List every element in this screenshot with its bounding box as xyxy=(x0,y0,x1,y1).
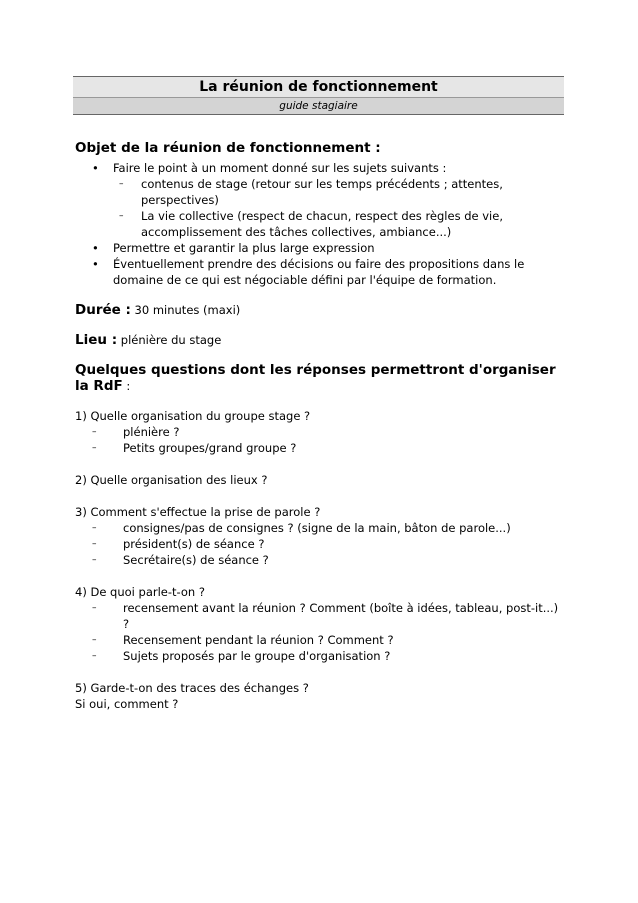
objet-sublist xyxy=(113,176,565,240)
list-item: – président(s) de séance ? xyxy=(75,536,565,552)
objet-bullet: • Éventuellement prendre des décisions ou faire des propositions dans le domaine de ce qui est négociable défini par l'équipe de formation. xyxy=(75,256,565,288)
question-5: 5) Garde-t-on des traces des échanges ? xyxy=(75,681,309,695)
title-banner xyxy=(73,76,564,115)
question-1: 1) Quelle organisation du groupe stage ? xyxy=(75,409,311,423)
objet-bullet: • Permettre et garantir la plus large expression xyxy=(75,240,565,256)
duree-value: 30 minutes (maxi) xyxy=(134,303,241,317)
document-title: La réunion de fonctionnement xyxy=(73,77,564,98)
objet-subitem: – La vie collective (respect de chacun, respect des règles de vie, accomplissement des tâches collectives, ambiance...) xyxy=(113,208,565,240)
question-3: 3) Comment s'effectue la prise de parole ? xyxy=(75,505,321,519)
question-1-options xyxy=(75,424,565,456)
questions-heading-suffix: : xyxy=(126,379,131,393)
question-4-options xyxy=(75,600,565,664)
list-item: – recensement avant la réunion ? Comment (boîte à idées, tableau, post-it...) ? xyxy=(75,600,565,632)
question-2: 2) Quelle organisation des lieux ? xyxy=(75,473,268,487)
objet-heading: Objet de la réunion de fonctionnement : xyxy=(75,140,381,156)
duree-label: Durée : xyxy=(75,302,131,318)
questions-heading: Quelques questions dont les réponses permettront d'organiser la RdF xyxy=(75,362,556,394)
questions-heading-line xyxy=(75,362,565,394)
document-subtitle: guide stagiaire xyxy=(73,98,564,114)
question-5-followup: Si oui, comment ? xyxy=(75,697,179,711)
list-item: – Sujets proposés par le groupe d'organisation ? xyxy=(75,648,565,664)
list-item: – consignes/pas de consignes ? (signe de la main, bâton de parole...) xyxy=(75,520,565,536)
objet-subitem: – contenus de stage (retour sur les temps précédents ; attentes, perspectives) xyxy=(113,176,565,208)
duree-line xyxy=(75,302,565,318)
list-item: – Secrétaire(s) de séance ? xyxy=(75,552,565,568)
list-item: – Petits groupes/grand groupe ? xyxy=(75,440,565,456)
objet-bullet-text: Faire le point à un moment donné sur les sujets suivants : xyxy=(113,161,447,175)
lieu-line xyxy=(75,332,565,348)
objet-list xyxy=(75,160,565,288)
lieu-label: Lieu : xyxy=(75,332,118,348)
question-3-options xyxy=(75,520,565,568)
objet-bullet xyxy=(75,160,565,240)
lieu-value: plénière du stage xyxy=(120,333,222,347)
list-item: – plénière ? xyxy=(75,424,565,440)
question-4: 4) De quoi parle-t-on ? xyxy=(75,585,205,599)
list-item: – Recensement pendant la réunion ? Comment ? xyxy=(75,632,565,648)
document-body xyxy=(75,140,565,712)
